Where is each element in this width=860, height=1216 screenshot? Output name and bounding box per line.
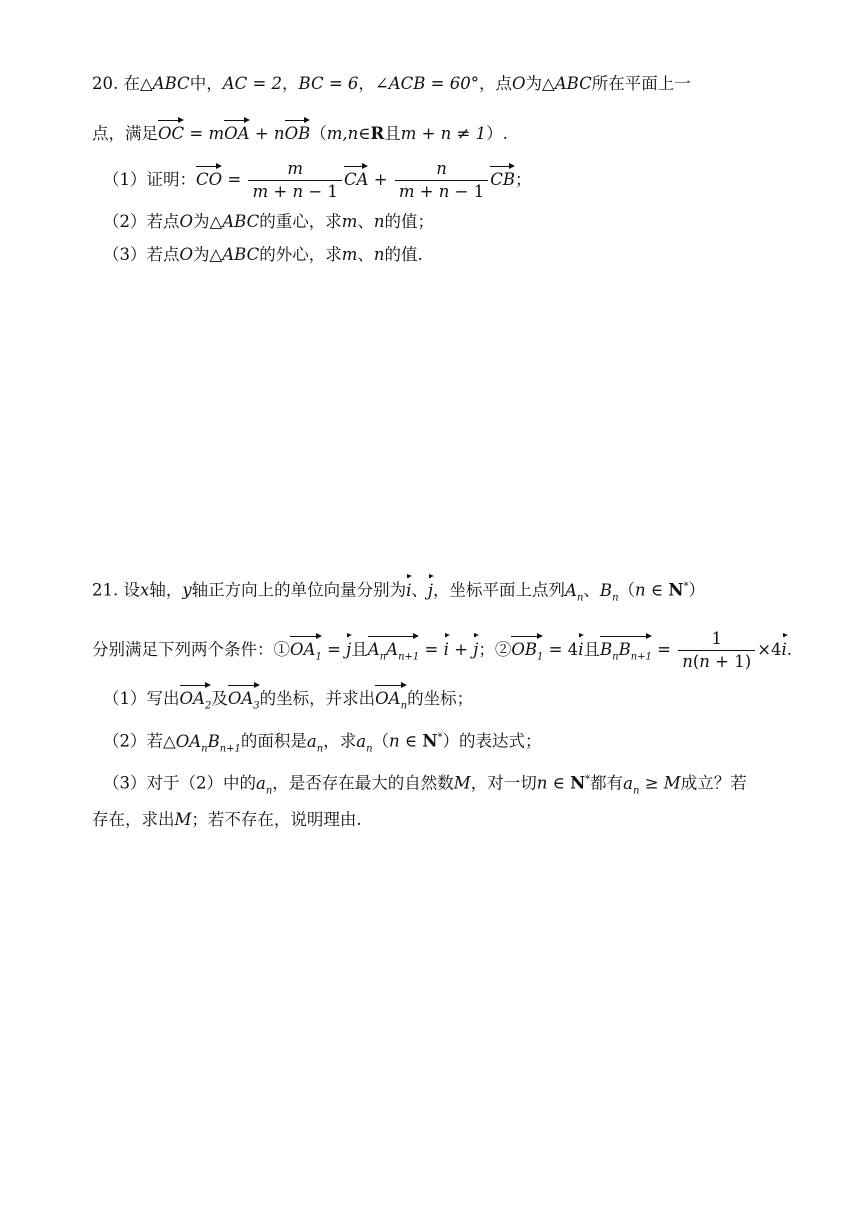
q20-text: ，点 — [478, 74, 512, 93]
q20-text: 为△ — [525, 74, 555, 93]
bc-value: BC = 6 — [298, 74, 359, 93]
q20-part-3: （3）若点O为△ABC的外心，求m、n的值. — [103, 245, 423, 264]
q21-text: 、 — [411, 580, 428, 600]
vector-ob1: $OB_1$ — [511, 636, 543, 669]
q20-number: 20. — [92, 74, 119, 93]
vector-cb: CB — [490, 166, 515, 192]
q20-text: （ — [310, 124, 327, 143]
part-text: （3）若点 — [103, 245, 180, 264]
part-text: （1）写出 — [103, 689, 180, 708]
part-text: 及 — [211, 689, 228, 708]
q21-text: 轴， — [149, 580, 183, 600]
q20-mn: m,n — [326, 124, 359, 143]
q20-line-1 — [92, 72, 691, 96]
vector-i: i — [406, 576, 411, 603]
part-text: ，对一切 — [470, 773, 537, 793]
q21-number: 21. — [92, 580, 119, 600]
q20-text: ∈ — [358, 124, 371, 143]
q21-part-3: （3）对于（2）中的$a_n$，是否存在最大的自然数M，对一切n ∈ N*都有$a_n \ge M$成立？若 — [103, 773, 747, 796]
vector-oa: OA — [224, 120, 249, 146]
x-axis: x — [140, 580, 150, 600]
vector-oc: OC — [158, 120, 184, 146]
fraction-m: $\frac{m}{m + n - 1}$ — [248, 158, 341, 203]
q21-text: 、 — [583, 580, 600, 600]
vector-an-an1: $A_nA_{n+1}$ — [368, 636, 419, 669]
vector-j: j — [428, 576, 433, 603]
triangle-abc: ABC — [222, 212, 260, 231]
vector-i: i — [444, 635, 449, 662]
point-o: O — [179, 212, 194, 231]
part-text: （3）对于（2）中的 — [103, 773, 256, 793]
part-text: 为△ — [193, 245, 223, 264]
vector-ca: CA — [344, 166, 369, 192]
q21-text: ×4 — [757, 640, 782, 659]
q21-line-2: 分别满足下列两个条件：$①OA_1 = j$且$A_nA_{n+1} = i + j$；$②OB_1 = 4i$且$B_nB_{n+1}$ = $\frac{1}{n(n + 1)}$ ×4i. — [92, 629, 793, 671]
vector-ob: OB — [285, 120, 311, 146]
part-label: （1）证明： — [103, 170, 196, 189]
part-text: 为△ — [193, 212, 223, 231]
triangle-abc: ABC — [222, 245, 260, 264]
part-text: （2）若△ — [103, 731, 176, 751]
q20-text: ； — [515, 170, 532, 189]
q21-text: 且 — [351, 640, 368, 659]
vector-oa3: $OA_3$ — [228, 685, 260, 718]
q20-condition: m + n ≠ 1 — [400, 124, 487, 143]
q21-text: 轴正方向上的单位向量分别为 — [191, 580, 407, 600]
vector-oan: $OA_n$ — [375, 685, 407, 718]
point-o: O — [179, 245, 194, 264]
q21-text: （ — [618, 580, 636, 600]
q20-text: ， — [358, 74, 375, 93]
vector-oa2: $OA_2$ — [180, 685, 212, 718]
part-text: 的值； — [384, 212, 435, 231]
q20-line-2: 点，满足OC = mOA + nOB（m,n∈R且m + n ≠ 1）. — [92, 120, 508, 146]
q21-text: ；② — [478, 640, 512, 659]
q20-text: 且 — [384, 124, 401, 143]
q21-line-1: 21. 设x轴，y轴正方向上的单位向量分别为i、j，坐标平面上点列$A_n$、$B_n(n$ ∈ N*） — [92, 575, 705, 610]
vector-oa1: $OA_1$ — [290, 636, 322, 669]
part-text: 的坐标，并求出 — [259, 689, 376, 708]
part-text: 的坐标； — [407, 689, 474, 708]
part-text: 成立？若 — [680, 773, 747, 793]
part-text: （ — [372, 731, 390, 751]
q20-text: 中， — [189, 74, 223, 93]
vector-i: i — [782, 635, 787, 662]
triangle-abc: ABC — [152, 74, 190, 93]
part-text: ）的表达式； — [442, 731, 542, 751]
q20-text: 在△ — [123, 74, 153, 93]
part-text: （2）若点 — [103, 212, 180, 231]
q21-text: ，坐标平面上点列 — [433, 580, 566, 600]
vector-bn-bn1: $B_nB_{n+1}$ — [600, 636, 652, 669]
q21-text: 设 — [123, 580, 140, 600]
q21-text: 分别满足下列两个条件：① — [92, 640, 290, 659]
part-text: 、 — [357, 245, 374, 264]
vector-j: j — [346, 635, 351, 662]
real-set: R — [370, 124, 385, 143]
q20-text: ， — [282, 74, 299, 93]
q20-text: ）. — [486, 124, 508, 143]
q20-text: 点，满足 — [92, 124, 158, 143]
triangle-abc: ABC — [554, 74, 592, 93]
q20-part-1: （1）证明：CO = $\frac{m}{m + n - 1}$ CA + $\frac{n}{m + n - 1}$ CB； — [103, 159, 532, 201]
fraction-n: $\frac{n}{m + n - 1}$ — [395, 158, 488, 203]
q21-part-1 — [103, 685, 473, 718]
q20-part-2: （2）若点O为△ABC的重心，求m、n的值； — [103, 212, 435, 231]
point-o: O — [511, 74, 526, 93]
q21-text: 且 — [583, 640, 600, 659]
part-text: 、 — [357, 212, 374, 231]
vector-j: j — [473, 635, 478, 662]
part-text: 的外心，求 — [259, 245, 342, 264]
vector-co: CO — [196, 166, 222, 192]
y-axis: y — [182, 580, 192, 600]
fraction-1-over-n-n1: $\frac{1}{n(n + 1)}$ — [678, 628, 755, 673]
part-text: 的面积是 — [240, 731, 307, 751]
part-text: ，求 — [323, 731, 357, 751]
q20-text: 所在平面上一 — [591, 74, 691, 93]
ac-value: AC = 2 — [222, 74, 283, 93]
part-text: 都有 — [590, 773, 624, 793]
part-text: 的重心，求 — [259, 212, 342, 231]
q21-part-3-cont: 存在，求出M；若不存在，说明理由. — [92, 810, 362, 829]
q21-part-2: （2）若$\triangle OA_nB_{n+1}$的面积是$a_n$，求$a_n(n$ ∈ N*）的表达式； — [103, 731, 542, 754]
q21-text: . — [786, 640, 793, 659]
q21-text: ） — [688, 580, 705, 600]
part-text: 的值. — [384, 245, 423, 264]
angle-acb: ∠ACB = 60° — [374, 74, 479, 93]
part-text: ；若不存在，说明理由. — [191, 810, 362, 829]
part-text: 存在，求出 — [92, 810, 175, 829]
vector-i: i — [578, 635, 583, 662]
part-text: ，是否存在最大的自然数 — [272, 773, 454, 793]
